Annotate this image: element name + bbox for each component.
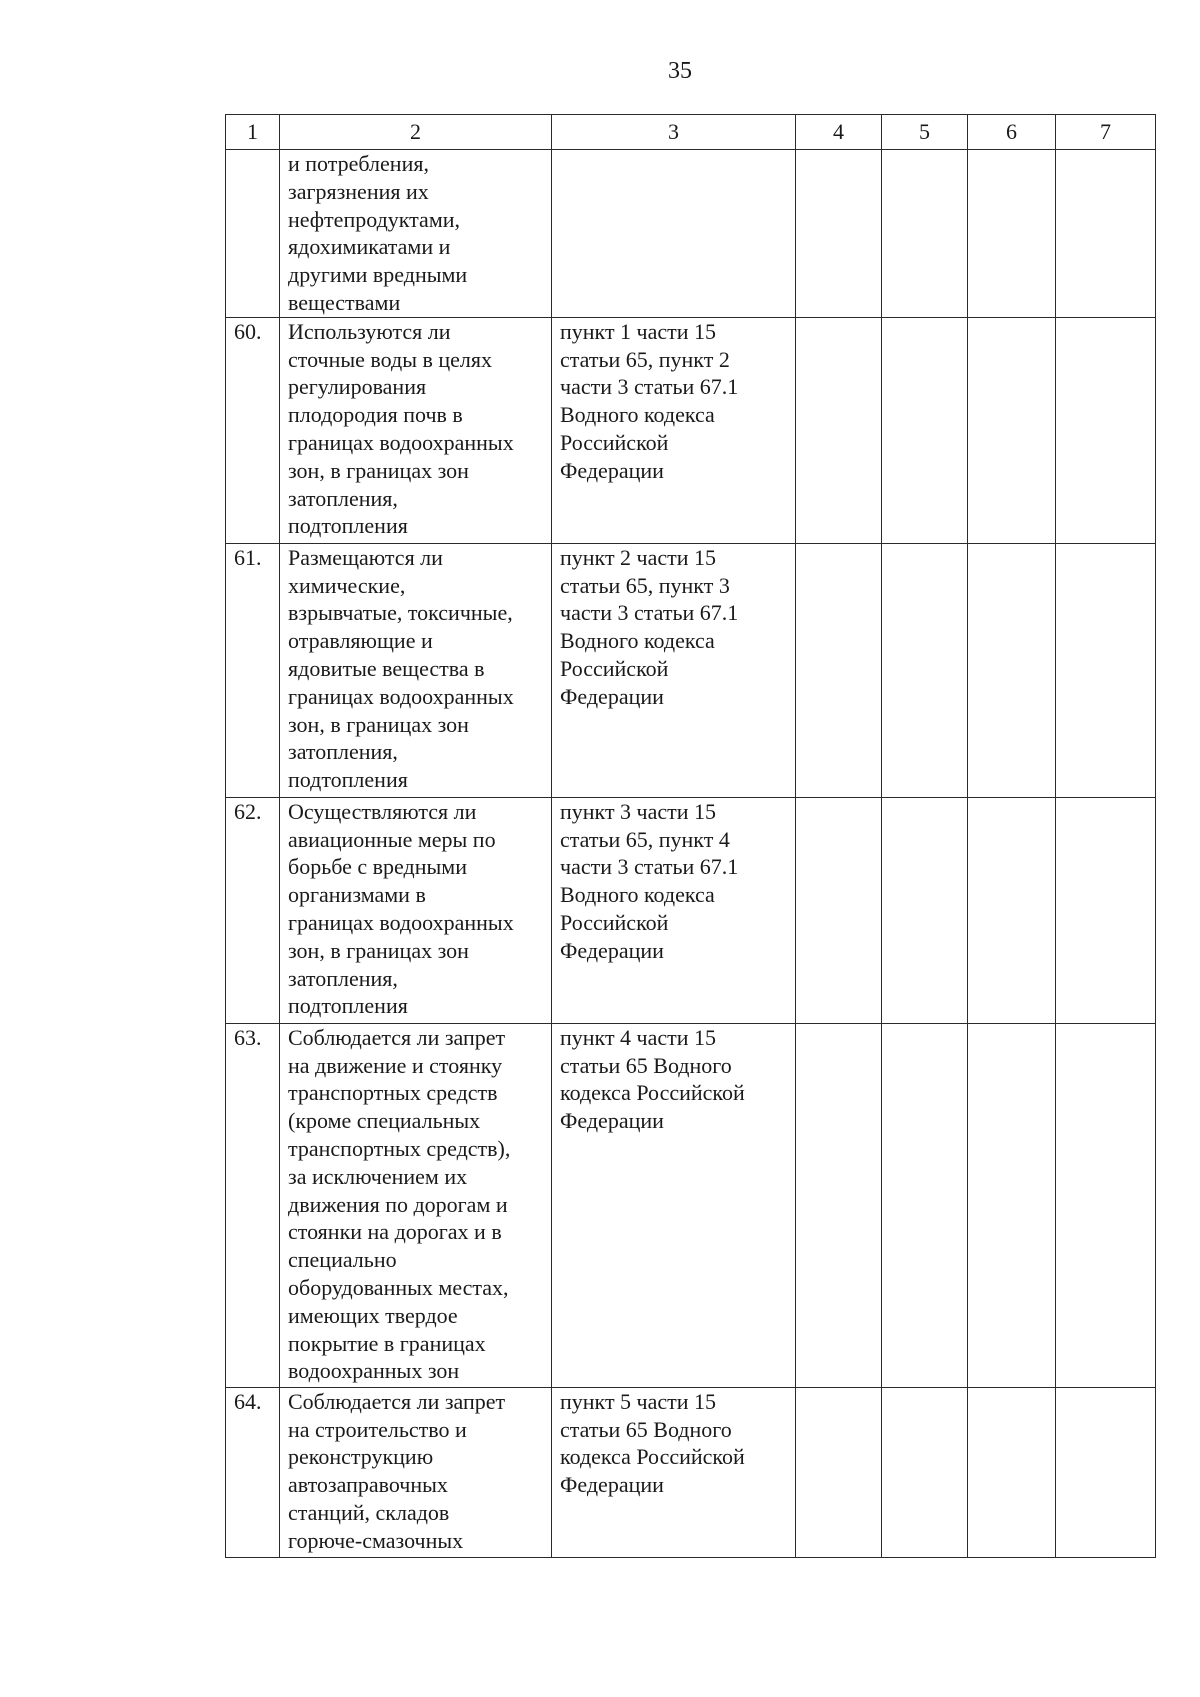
empty-cell xyxy=(1056,150,1156,318)
empty-cell xyxy=(796,543,882,797)
reference-cell xyxy=(552,797,796,1023)
reference-text: пункт 1 части 15 статьи 65, пункт 2 части 3 статьи 67.1 Водного кодекса Российской Федерации xyxy=(560,318,739,483)
reference-text: пункт 4 части 15 статьи 65 Водного кодекса Российской Федерации xyxy=(560,1024,745,1134)
empty-cell xyxy=(796,1023,882,1387)
row-number: 64. xyxy=(226,1387,280,1557)
empty-cell xyxy=(968,543,1056,797)
requirements-table xyxy=(225,114,1156,1558)
question-text: и потребления, загрязнения их нефтепродуктами, ядохимикатами и другими вредными веществами xyxy=(288,151,468,315)
empty-cell xyxy=(968,797,1056,1023)
empty-cell xyxy=(1056,1387,1156,1557)
reference-text: пункт 3 части 15 статьи 65, пункт 4 части 3 статьи 67.1 Водного кодекса Российской Федерации xyxy=(560,798,739,963)
header-cell: 3 xyxy=(552,115,796,150)
empty-cell xyxy=(882,150,968,318)
reference-cell xyxy=(552,150,796,318)
question-cell xyxy=(280,543,552,797)
table-row xyxy=(226,543,1156,797)
row-number xyxy=(226,150,280,318)
empty-cell xyxy=(968,317,1056,543)
reference-cell xyxy=(552,543,796,797)
empty-cell xyxy=(796,797,882,1023)
question-text: Используются ли сточные воды в целях регулирования плодородия почв в границах водоохранных зон, в границах зон затопления, подтопления xyxy=(288,318,514,539)
question-cell xyxy=(280,1023,552,1387)
header-cell: 1 xyxy=(226,115,280,150)
question-cell xyxy=(280,797,552,1023)
empty-cell xyxy=(796,150,882,318)
reference-cell xyxy=(552,317,796,543)
question-cell xyxy=(280,317,552,543)
row-number: 60. xyxy=(226,317,280,543)
reference-cell xyxy=(552,1023,796,1387)
row-number: 61. xyxy=(226,543,280,797)
row-number: 63. xyxy=(226,1023,280,1387)
question-text: Соблюдается ли запрет на строительство и реконструкцию автозаправочных станций, складов горюче-смазочных xyxy=(288,1388,506,1553)
header-cell: 7 xyxy=(1056,115,1156,150)
header-cell: 5 xyxy=(882,115,968,150)
table-row xyxy=(226,1023,1156,1387)
empty-cell xyxy=(882,1387,968,1557)
question-cell xyxy=(280,1387,552,1557)
row-number: 62. xyxy=(226,797,280,1023)
question-text: Осуществляются ли авиационные меры по борьбе с вредными организмами в границах водоохранных зон, в границах зон затопления, подтопления xyxy=(288,798,514,1019)
empty-cell xyxy=(882,317,968,543)
question-text: Соблюдается ли запрет на движение и стоянку транспортных средств (кроме специальных транспортных средств), за исключением их движения по дорогам и стоянки на дорогах и в специально оборудованных местах, имеющих твердое покрытие в границах водоохранных зон xyxy=(288,1024,511,1384)
empty-cell xyxy=(882,1023,968,1387)
reference-text: пункт 5 части 15 статьи 65 Водного кодекса Российской Федерации xyxy=(560,1388,745,1498)
table-row xyxy=(226,317,1156,543)
header-cell: 6 xyxy=(968,115,1056,150)
empty-cell xyxy=(796,1387,882,1557)
empty-cell xyxy=(1056,543,1156,797)
header-cell: 4 xyxy=(796,115,882,150)
table-row xyxy=(226,1387,1156,1557)
empty-cell xyxy=(968,150,1056,318)
empty-cell xyxy=(882,543,968,797)
empty-cell xyxy=(882,797,968,1023)
empty-cell xyxy=(1056,1023,1156,1387)
empty-cell xyxy=(1056,317,1156,543)
question-cell xyxy=(280,150,552,318)
reference-cell xyxy=(552,1387,796,1557)
table-header-row xyxy=(226,115,1156,150)
empty-cell xyxy=(968,1023,1056,1387)
table-row xyxy=(226,797,1156,1023)
question-text: Размещаются ли химические, взрывчатые, токсичные, отравляющие и ядовитые вещества в границах водоохранных зон, в границах зон затопления, подтопления xyxy=(288,544,514,793)
empty-cell xyxy=(796,317,882,543)
header-cell: 2 xyxy=(280,115,552,150)
table-row xyxy=(226,150,1156,318)
empty-cell xyxy=(968,1387,1056,1557)
page-number: 35 xyxy=(668,58,692,84)
empty-cell xyxy=(1056,797,1156,1023)
reference-text: пункт 2 части 15 статьи 65, пункт 3 части 3 статьи 67.1 Водного кодекса Российской Федерации xyxy=(560,544,739,709)
